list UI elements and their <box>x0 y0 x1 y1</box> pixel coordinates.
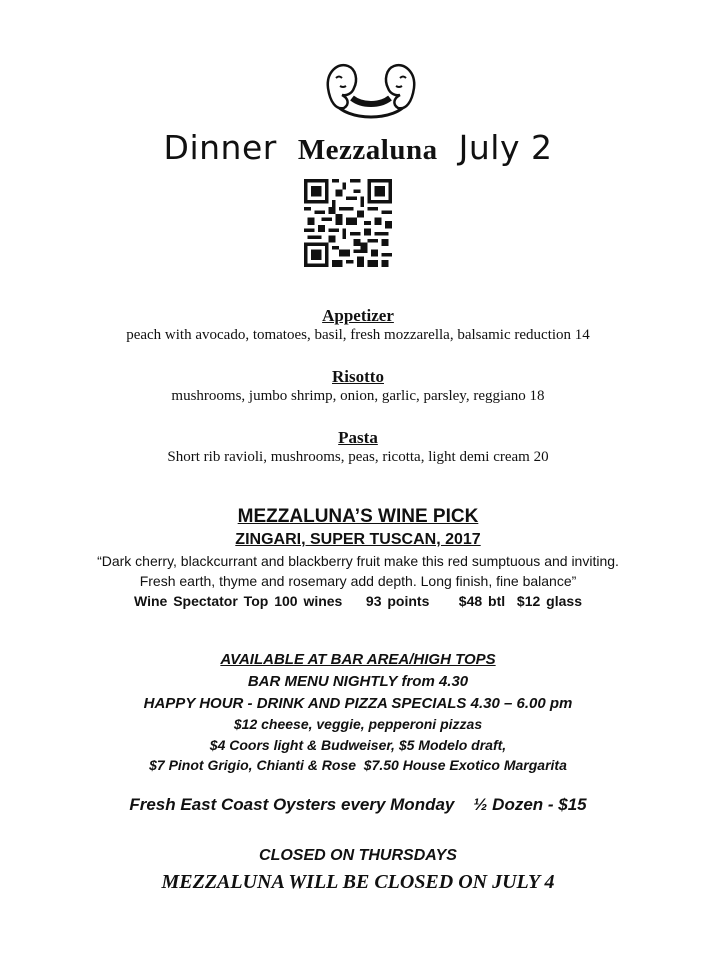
mezzaluna-logo-icon <box>322 58 420 120</box>
happy-hour-line: HAPPY HOUR - DRINK AND PIZZA SPECIALS 4.30 – 6.00 pm <box>143 695 573 712</box>
closed-thursdays: CLOSED ON THURSDAYS <box>259 847 457 864</box>
appetizer-heading: Appetizer <box>322 306 394 325</box>
wine-pick-heading: MEZZALUNA’S WINE PICK <box>237 506 479 527</box>
closed-july-4: MEZZALUNA WILL BE CLOSED ON JULY 4 <box>161 871 555 893</box>
qr-code-icon[interactable] <box>304 179 392 267</box>
appetizer-description: peach with avocado, tomatoes, basil, fresh mozzarella, balsamic reduction 14 <box>126 327 590 343</box>
wine-specials-line: $7 Pinot Grigio, Chianti & Rose $7.50 House Exotico Margarita <box>149 757 567 773</box>
wine-stats: Wine Spectator Top 100 wines 93 points $48 btl $12 glass <box>134 593 582 609</box>
title-brand: Mezzaluna <box>297 134 438 166</box>
title-dinner: Dinner <box>163 128 277 167</box>
pizza-specials-line: $12 cheese, veggie, pepperoni pizzas <box>233 716 483 732</box>
risotto-heading: Risotto <box>332 367 384 386</box>
pasta-heading: Pasta <box>338 428 378 447</box>
page-title <box>0 128 716 167</box>
risotto-description: mushrooms, jumbo shrimp, onion, garlic, parsley, reggiano 18 <box>171 388 545 404</box>
beer-specials-line: $4 Coors light & Budweiser, $5 Modelo draft, <box>209 737 507 753</box>
title-date: July 2 <box>458 128 553 167</box>
wine-quote-line-2: Fresh earth, thyme and rosemary add depth. Long finish, fine balance” <box>139 573 577 589</box>
pasta-description: Short rib ravioli, mushrooms, peas, ricotta, light demi cream 20 <box>167 449 549 465</box>
wine-name: ZINGARI, SUPER TUSCAN, 2017 <box>235 531 481 548</box>
oysters-line: Fresh East Coast Oysters every Monday ½ Dozen - $15 <box>129 795 587 814</box>
bar-area-heading: AVAILABLE AT BAR AREA/HIGH TOPS <box>220 651 496 668</box>
bar-menu-line: BAR MENU NIGHTLY from 4.30 <box>247 673 469 690</box>
wine-quote-line-1: “Dark cherry, blackcurrant and blackberry fruit make this red sumptuous and inviting. <box>97 553 619 569</box>
